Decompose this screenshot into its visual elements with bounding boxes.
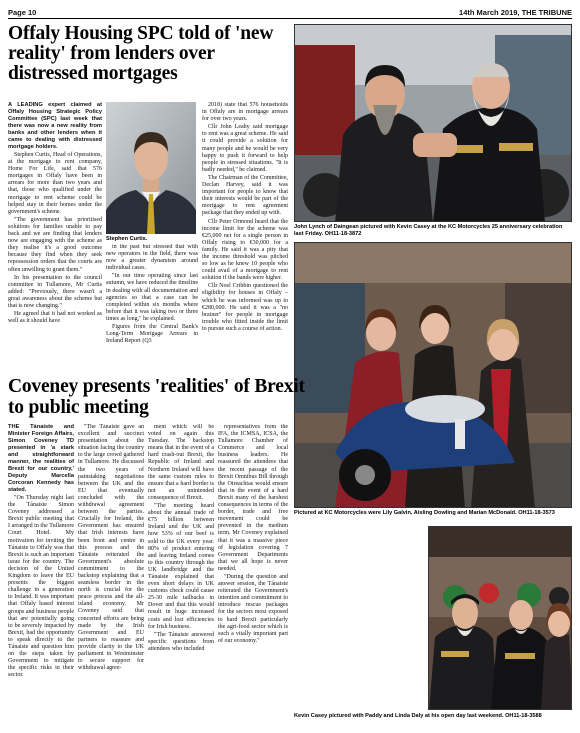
page-number: Page 10 — [8, 8, 37, 17]
paragraph: "The meeting heard about the annual trade of €75 billion between Ireland and the UK and how 53% of our beef is sold to the UK every year. 80% of product entering and leaving Ireland comes to this country through the UK landbridge and the Tánaiste explained that even short delays in UK customs check could cause 25-30 mile tailbacks in Dover and that this would result in huge increased costs and lost efficiencies for Irish business. — [148, 503, 214, 630]
portrait-illustration — [106, 102, 196, 234]
paragraph: representatives from the IFA, the ICMSA, ICSA, the Tullamore Chamber of Commerce and local business leaders. He reassured the attendees that the recent passage of the Brexit Omnibus Bill through the Oireachtas would ensure that in the event of a hard Brexit many of the harshest consequences in terms of the border, trade and free movement could be prevented in the medium term. Mr Coveney explained that it was a massive piece of legislation covering 7 Government Departments that we all hope is never needed. — [218, 424, 288, 572]
portrait-caption: Stephen Curtis. — [106, 236, 148, 242]
paragraph: Cllr John Leahy said mortgage to rent was a great scheme. He said it could provide a solution for many people and he would be very happy to push it forward to help people in stressed situations. "It is badly needed," he claimed. — [202, 124, 288, 173]
paragraph: 2018) state that 576 households in Offaly are in mortgage arrears for over two years. — [202, 102, 288, 123]
paragraph: "The Tánaiste answered specific questions from attendees who included — [148, 631, 214, 652]
article1-col1 — [8, 102, 102, 370]
paragraph: Stephen Curtis, Head of Operations, at the mortgage to rent company, Home For Life, said that 576 mortgages in Offaly have been in arrears for more than two years and that, those who qualified under the mortgage to rent scheme could be helped stay in their homes under the government's scheme. — [8, 152, 102, 215]
article1-lead: A LEADING expert claimed at Offaly Housing Strategic Policy Committee (SPC) last week that there was now a new reality from banks and other lenders when it came to dealing with distressed mortgage holders. — [8, 102, 102, 150]
header-rule — [8, 18, 572, 19]
photo1-caption: John Lynch of Daingean pictured with Kevin Casey at the KC Motorcycles 25 anniversary celebration last Friday. OH11-18-3872 — [294, 224, 563, 237]
article2-col2 — [78, 424, 144, 726]
article2-col4 — [218, 424, 288, 726]
article1-col2 — [106, 244, 198, 370]
paragraph: "The Tánaiste gave an excellent and succinct presentation about the situation facing the country to the large crowd gathered in Tullamore. He discussed the two years of painstaking negotiations between the UK and the EU that eventually concluded with the withdrawal agreement between the parties. Crucially for Ireland, the Government has ensured that Irish interests have been front and centre in this process and the Tánaiste reiterated the Government's absolute commitment to the backstop explaining that a seamless border in the north is crucial for the peace process and the all-island economy. Mr Coveney said that concerted efforts are being made by the Irish Government and EU partners to reassure and provide clarity to the UK parliament in Westminster to secure support for withdrawal agree- — [78, 424, 144, 672]
article2-col1 — [8, 424, 74, 726]
headline-brexit: Coveney presents 'realities' of Brexit to public meeting — [8, 376, 305, 418]
paragraph: In his presentation to the council committee in Tullamore, Mr Curtis added: "Previously, there wasn't a great awareness about the scheme but that is now changing." — [8, 274, 102, 309]
paragraph: Cllr Peter Ormond heard that the income limit for the scheme was €25,000 net for a single person in Offaly rising to €30,000 for a family. He said it was a pity that the income threshold was pitched so low as he knew 10 people who could avail of a mortgage to rent solution if the bands were higher. — [202, 218, 288, 282]
paragraph: ment which will be voted on again this Tuesday. The backstop means that in the event of a hard crash-out Brexit, the Republic of Ireland and Northern Ireland will have the same custom rules to ensure that a hard border is not an unintended consequence of Brexit. — [148, 424, 214, 501]
photo3-caption: Kevin Casey pictured with Paddy and Linda Daly at his open day last weekend. OH11-18-3588 — [294, 713, 542, 719]
paragraph: The Chairman of the Committee, Declan Harvey, said it was important for people to know that their interests would be part of the mortgage to rent agreement package that they ended up with. — [202, 174, 288, 217]
paragraph: Cllr Noel Cribbin questioned the eligibility for houses in Offaly – which he was informed was up to €280,000. He said it was a "no brainer" for people in mortgage trouble who fitted inside the limit to pursue such a course of action. — [202, 283, 288, 332]
paragraph: Figures from the Central Bank's Long-Term Mortgage Arrears in Ireland Report (Q3 — [106, 324, 198, 345]
photo-women — [294, 242, 572, 508]
photo-bikers-illustration — [295, 25, 572, 222]
paragraph: He agreed that it had not worked as well as it should have — [8, 311, 102, 325]
photo2-caption: Pictured at KC Motorcycles were Lily Galvin, Aisling Dowling and Marian McDonald. OH11-18-3573 — [294, 510, 555, 516]
page-header — [8, 6, 572, 18]
photo-bikers — [294, 24, 572, 222]
issue-date: 14th March 2019, THE TRIBUNE — [459, 8, 572, 17]
paragraph: "The government has prioritised solutions for families unable to pay back and we are finding that lenders now are engaging with the scheme as they realise it's a good outcome because they find when they seek repossession orders that the courts are often unwilling to grant them." — [8, 216, 102, 273]
article1-col3 — [202, 102, 288, 370]
photo-women-illustration — [295, 243, 572, 508]
photo-showroom — [428, 526, 572, 710]
photo-showroom-illustration — [429, 527, 572, 710]
paragraph: "On Thursday night last the Tánaiste Simon Coveney addressed a Brexit public meeting that I arranged in the Tullamore Court Hotel. My motivation for inviting the Tánaiste to Offaly was that Brexit is such an important issue for the country. The decision of the United Kingdom to leave the EU presents the biggest challenge in a generation to Ireland. It was important that Offaly based interest groups and business people that are potentially going to be severely impacted by Brexit, had the opportunity to speak directly to the Tánaiste and question him on the steps taken by Government to mitigate the specific risks in their sector. — [8, 495, 74, 679]
article2-lead: THE Tánaiste and Minister Foreign Affairs, Simon Coveney TD presented in 'a stark and straightforward manner, the realities of Brexit for our country,' Deputy Marcella Corcoran Kennedy has stated. — [8, 424, 74, 493]
portrait-photo — [106, 102, 196, 234]
article2-col3 — [148, 424, 214, 726]
headline-housing: Offaly Housing SPC told of 'new reality' from lenders over distressed mortgages — [8, 23, 274, 84]
paragraph: in the past but stressed that with new operators in the field, there was now a greater dynamism around individual cases. — [106, 244, 198, 272]
paragraph: "During the question and answer session, the Tánaiste reiterated the Government's intention and commitment to introduce rescue packages for the sectors most exposed to hard Brexit particularly the agri-food sector which is such a vitally important part of our economy." — [218, 573, 288, 644]
paragraph: "In our time operating since last autumn, we have reduced the timeline in dealing with all documentation and agencies so that a case can be completed within six months where before that it was taking two or three times as long," he explained. — [106, 273, 198, 322]
